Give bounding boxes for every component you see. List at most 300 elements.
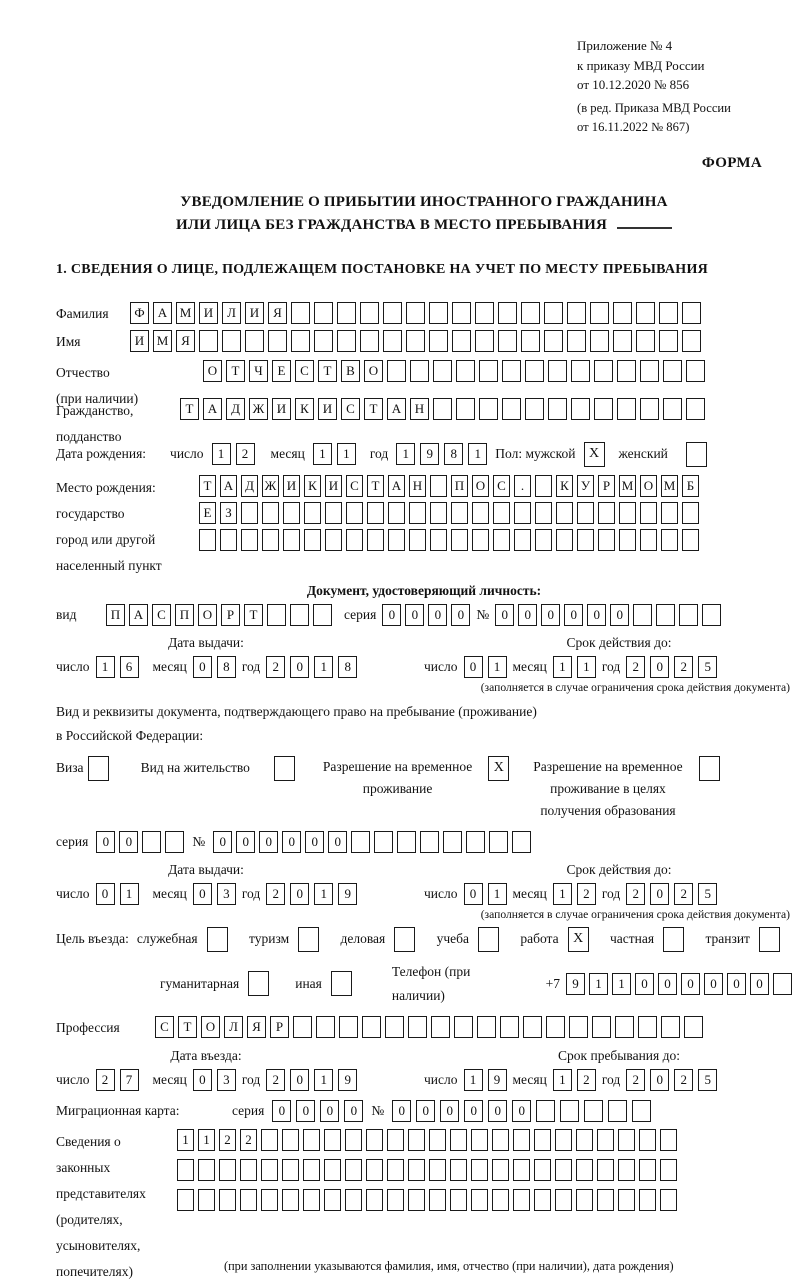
char-cell[interactable] — [222, 330, 241, 352]
char-cell[interactable] — [632, 1100, 651, 1122]
char-cell[interactable]: 1 — [612, 973, 631, 995]
char-cell[interactable] — [548, 360, 567, 382]
char-cell[interactable]: К — [556, 475, 573, 497]
char-cell[interactable] — [534, 1129, 551, 1151]
char-cell[interactable]: 0 — [259, 831, 278, 853]
char-cell[interactable] — [456, 398, 475, 420]
char-cell[interactable] — [514, 529, 531, 551]
char-cell[interactable] — [388, 502, 405, 524]
char-cell[interactable] — [661, 502, 678, 524]
char-cell[interactable]: С — [295, 360, 314, 382]
char-cell[interactable] — [502, 360, 521, 382]
char-cell[interactable]: 0 — [236, 831, 255, 853]
char-cell[interactable]: Т — [226, 360, 245, 382]
char-cell[interactable] — [351, 831, 370, 853]
char-cell[interactable] — [636, 302, 655, 324]
option-checkbox[interactable] — [478, 927, 499, 952]
char-cell[interactable] — [420, 831, 439, 853]
char-cell[interactable] — [534, 1159, 551, 1181]
char-cell[interactable]: Ч — [249, 360, 268, 382]
char-cell[interactable]: 0 — [650, 1069, 669, 1091]
char-cell[interactable] — [656, 604, 675, 626]
char-cell[interactable]: 2 — [577, 883, 596, 905]
residence-permit-checkbox[interactable] — [274, 756, 295, 781]
char-cell[interactable]: Л — [222, 302, 241, 324]
char-cell[interactable] — [636, 330, 655, 352]
char-cell[interactable] — [366, 1159, 383, 1181]
char-cell[interactable]: У — [577, 475, 594, 497]
char-cell[interactable] — [513, 1159, 530, 1181]
char-cell[interactable] — [451, 502, 468, 524]
char-cell[interactable] — [430, 502, 447, 524]
char-cell[interactable]: . — [514, 475, 531, 497]
char-cell[interactable]: 0 — [96, 883, 115, 905]
char-cell[interactable] — [282, 1189, 299, 1211]
char-cell[interactable]: 1 — [589, 973, 608, 995]
char-cell[interactable] — [219, 1159, 236, 1181]
char-cell[interactable]: Я — [268, 302, 287, 324]
char-cell[interactable]: 1 — [212, 443, 231, 465]
char-cell[interactable] — [303, 1159, 320, 1181]
char-cell[interactable] — [475, 302, 494, 324]
char-cell[interactable] — [633, 604, 652, 626]
char-cell[interactable]: 2 — [96, 1069, 115, 1091]
option-checkbox[interactable] — [331, 971, 352, 996]
char-cell[interactable] — [608, 1100, 627, 1122]
char-cell[interactable] — [536, 1100, 555, 1122]
char-cell[interactable]: 0 — [392, 1100, 411, 1122]
char-cell[interactable] — [617, 360, 636, 382]
char-cell[interactable]: 0 — [272, 1100, 291, 1122]
char-cell[interactable] — [618, 1129, 635, 1151]
char-cell[interactable]: 0 — [488, 1100, 507, 1122]
char-cell[interactable]: 0 — [495, 604, 514, 626]
char-cell[interactable]: П — [175, 604, 194, 626]
char-cell[interactable]: 2 — [674, 883, 693, 905]
char-cell[interactable] — [397, 831, 416, 853]
char-cell[interactable]: А — [220, 475, 237, 497]
char-cell[interactable] — [576, 1189, 593, 1211]
char-cell[interactable] — [452, 302, 471, 324]
char-cell[interactable] — [513, 1129, 530, 1151]
char-cell[interactable] — [261, 1189, 278, 1211]
char-cell[interactable]: А — [153, 302, 172, 324]
char-cell[interactable]: 0 — [344, 1100, 363, 1122]
char-cell[interactable] — [346, 529, 363, 551]
char-cell[interactable]: 1 — [488, 656, 507, 678]
char-cell[interactable] — [479, 398, 498, 420]
char-cell[interactable]: 0 — [658, 973, 677, 995]
char-cell[interactable]: 0 — [213, 831, 232, 853]
char-cell[interactable] — [367, 502, 384, 524]
char-cell[interactable] — [682, 330, 701, 352]
char-cell[interactable]: 2 — [626, 883, 645, 905]
char-cell[interactable] — [498, 330, 517, 352]
char-cell[interactable] — [598, 529, 615, 551]
char-cell[interactable] — [613, 302, 632, 324]
char-cell[interactable] — [360, 330, 379, 352]
char-cell[interactable]: 0 — [119, 831, 138, 853]
char-cell[interactable] — [429, 1129, 446, 1151]
char-cell[interactable]: 0 — [681, 973, 700, 995]
char-cell[interactable] — [293, 1016, 312, 1038]
char-cell[interactable]: 0 — [96, 831, 115, 853]
char-cell[interactable]: 3 — [217, 883, 236, 905]
char-cell[interactable]: А — [129, 604, 148, 626]
char-cell[interactable] — [619, 502, 636, 524]
char-cell[interactable] — [597, 1189, 614, 1211]
char-cell[interactable] — [638, 1016, 657, 1038]
char-cell[interactable] — [639, 1159, 656, 1181]
char-cell[interactable] — [366, 1129, 383, 1151]
char-cell[interactable]: С — [346, 475, 363, 497]
char-cell[interactable]: 0 — [296, 1100, 315, 1122]
char-cell[interactable]: Д — [226, 398, 245, 420]
char-cell[interactable] — [661, 1016, 680, 1038]
char-cell[interactable]: О — [198, 604, 217, 626]
char-cell[interactable] — [597, 1129, 614, 1151]
char-cell[interactable] — [590, 330, 609, 352]
char-cell[interactable]: Ж — [262, 475, 279, 497]
char-cell[interactable]: И — [130, 330, 149, 352]
option-checkbox[interactable] — [298, 927, 319, 952]
char-cell[interactable] — [477, 1016, 496, 1038]
char-cell[interactable] — [556, 502, 573, 524]
char-cell[interactable]: 3 — [217, 1069, 236, 1091]
option-checkbox[interactable] — [248, 971, 269, 996]
char-cell[interactable] — [433, 360, 452, 382]
char-cell[interactable]: 1 — [314, 656, 333, 678]
char-cell[interactable]: 9 — [338, 883, 357, 905]
char-cell[interactable]: К — [304, 475, 321, 497]
char-cell[interactable]: 0 — [610, 604, 629, 626]
char-cell[interactable]: Т — [244, 604, 263, 626]
char-cell[interactable]: 8 — [217, 656, 236, 678]
char-cell[interactable] — [686, 398, 705, 420]
char-cell[interactable] — [471, 1159, 488, 1181]
char-cell[interactable]: 0 — [428, 604, 447, 626]
char-cell[interactable] — [241, 529, 258, 551]
char-cell[interactable]: 1 — [488, 883, 507, 905]
char-cell[interactable] — [640, 529, 657, 551]
char-cell[interactable] — [472, 529, 489, 551]
char-cell[interactable] — [560, 1100, 579, 1122]
char-cell[interactable] — [659, 330, 678, 352]
char-cell[interactable]: 0 — [290, 656, 309, 678]
char-cell[interactable] — [663, 398, 682, 420]
char-cell[interactable]: 2 — [577, 1069, 596, 1091]
char-cell[interactable]: О — [472, 475, 489, 497]
char-cell[interactable]: 0 — [464, 883, 483, 905]
char-cell[interactable]: Е — [199, 502, 216, 524]
char-cell[interactable] — [283, 529, 300, 551]
char-cell[interactable] — [454, 1016, 473, 1038]
char-cell[interactable] — [408, 1016, 427, 1038]
char-cell[interactable] — [261, 1129, 278, 1151]
char-cell[interactable]: Р — [270, 1016, 289, 1038]
char-cell[interactable] — [456, 360, 475, 382]
sex-female-checkbox[interactable] — [686, 442, 707, 467]
char-cell[interactable] — [241, 502, 258, 524]
char-cell[interactable] — [576, 1159, 593, 1181]
char-cell[interactable] — [492, 1159, 509, 1181]
char-cell[interactable] — [313, 604, 332, 626]
char-cell[interactable] — [367, 529, 384, 551]
char-cell[interactable] — [408, 1159, 425, 1181]
char-cell[interactable]: 5 — [698, 883, 717, 905]
char-cell[interactable] — [409, 529, 426, 551]
char-cell[interactable]: П — [451, 475, 468, 497]
char-cell[interactable] — [492, 1189, 509, 1211]
char-cell[interactable]: И — [199, 302, 218, 324]
char-cell[interactable] — [408, 1189, 425, 1211]
char-cell[interactable] — [521, 330, 540, 352]
char-cell[interactable]: 0 — [451, 604, 470, 626]
char-cell[interactable]: 9 — [488, 1069, 507, 1091]
char-cell[interactable] — [324, 1189, 341, 1211]
char-cell[interactable] — [571, 398, 590, 420]
char-cell[interactable]: 0 — [282, 831, 301, 853]
char-cell[interactable] — [199, 330, 218, 352]
char-cell[interactable] — [661, 529, 678, 551]
char-cell[interactable] — [660, 1189, 677, 1211]
option-checkbox[interactable] — [394, 927, 415, 952]
char-cell[interactable]: 0 — [727, 973, 746, 995]
char-cell[interactable] — [283, 502, 300, 524]
char-cell[interactable] — [198, 1159, 215, 1181]
char-cell[interactable] — [466, 831, 485, 853]
char-cell[interactable]: С — [152, 604, 171, 626]
char-cell[interactable]: И — [245, 302, 264, 324]
char-cell[interactable]: 0 — [587, 604, 606, 626]
char-cell[interactable] — [345, 1189, 362, 1211]
char-cell[interactable]: Т — [180, 398, 199, 420]
char-cell[interactable] — [429, 330, 448, 352]
char-cell[interactable] — [268, 330, 287, 352]
char-cell[interactable] — [577, 529, 594, 551]
char-cell[interactable] — [613, 330, 632, 352]
char-cell[interactable] — [388, 529, 405, 551]
char-cell[interactable]: 1 — [396, 443, 415, 465]
char-cell[interactable] — [679, 604, 698, 626]
char-cell[interactable]: 6 — [120, 656, 139, 678]
char-cell[interactable] — [548, 398, 567, 420]
char-cell[interactable] — [324, 1129, 341, 1151]
char-cell[interactable] — [555, 1159, 572, 1181]
char-cell[interactable]: 1 — [96, 656, 115, 678]
char-cell[interactable]: 8 — [444, 443, 463, 465]
char-cell[interactable]: 0 — [464, 1100, 483, 1122]
char-cell[interactable] — [512, 831, 531, 853]
char-cell[interactable] — [682, 529, 699, 551]
char-cell[interactable] — [337, 302, 356, 324]
char-cell[interactable]: 5 — [698, 1069, 717, 1091]
char-cell[interactable] — [514, 502, 531, 524]
char-cell[interactable] — [450, 1129, 467, 1151]
char-cell[interactable] — [640, 502, 657, 524]
char-cell[interactable]: С — [341, 398, 360, 420]
char-cell[interactable] — [262, 502, 279, 524]
char-cell[interactable] — [406, 330, 425, 352]
char-cell[interactable] — [282, 1129, 299, 1151]
char-cell[interactable] — [640, 360, 659, 382]
temp-residence-edu-checkbox[interactable] — [699, 756, 720, 781]
char-cell[interactable] — [220, 529, 237, 551]
char-cell[interactable]: 0 — [750, 973, 769, 995]
char-cell[interactable]: Т — [364, 398, 383, 420]
char-cell[interactable] — [142, 831, 161, 853]
char-cell[interactable]: 5 — [698, 656, 717, 678]
option-checkbox[interactable]: X — [568, 927, 589, 952]
char-cell[interactable]: 1 — [553, 656, 572, 678]
char-cell[interactable] — [618, 1189, 635, 1211]
char-cell[interactable]: 2 — [236, 443, 255, 465]
char-cell[interactable] — [472, 502, 489, 524]
char-cell[interactable]: А — [203, 398, 222, 420]
char-cell[interactable] — [314, 302, 333, 324]
char-cell[interactable]: М — [619, 475, 636, 497]
char-cell[interactable] — [513, 1189, 530, 1211]
char-cell[interactable]: С — [493, 475, 510, 497]
char-cell[interactable] — [546, 1016, 565, 1038]
char-cell[interactable] — [555, 1129, 572, 1151]
char-cell[interactable]: Ж — [249, 398, 268, 420]
char-cell[interactable]: О — [201, 1016, 220, 1038]
char-cell[interactable]: В — [341, 360, 360, 382]
char-cell[interactable]: 2 — [674, 1069, 693, 1091]
char-cell[interactable] — [556, 529, 573, 551]
char-cell[interactable]: 8 — [338, 656, 357, 678]
char-cell[interactable] — [639, 1189, 656, 1211]
char-cell[interactable] — [598, 502, 615, 524]
char-cell[interactable]: И — [283, 475, 300, 497]
char-cell[interactable] — [339, 1016, 358, 1038]
char-cell[interactable] — [324, 1159, 341, 1181]
char-cell[interactable] — [291, 302, 310, 324]
char-cell[interactable]: И — [318, 398, 337, 420]
char-cell[interactable] — [383, 302, 402, 324]
char-cell[interactable]: 2 — [266, 1069, 285, 1091]
char-cell[interactable]: 0 — [320, 1100, 339, 1122]
char-cell[interactable] — [617, 398, 636, 420]
char-cell[interactable]: 0 — [290, 1069, 309, 1091]
char-cell[interactable] — [430, 529, 447, 551]
char-cell[interactable] — [450, 1159, 467, 1181]
char-cell[interactable] — [640, 398, 659, 420]
char-cell[interactable] — [571, 360, 590, 382]
char-cell[interactable] — [360, 302, 379, 324]
char-cell[interactable]: 0 — [512, 1100, 531, 1122]
char-cell[interactable] — [535, 502, 552, 524]
char-cell[interactable] — [443, 831, 462, 853]
char-cell[interactable] — [567, 302, 586, 324]
char-cell[interactable] — [291, 330, 310, 352]
char-cell[interactable]: А — [387, 398, 406, 420]
char-cell[interactable] — [498, 302, 517, 324]
char-cell[interactable] — [594, 360, 613, 382]
char-cell[interactable]: Т — [318, 360, 337, 382]
char-cell[interactable] — [431, 1016, 450, 1038]
char-cell[interactable] — [493, 502, 510, 524]
char-cell[interactable] — [544, 302, 563, 324]
char-cell[interactable] — [500, 1016, 519, 1038]
char-cell[interactable] — [316, 1016, 335, 1038]
char-cell[interactable] — [282, 1159, 299, 1181]
char-cell[interactable]: 9 — [566, 973, 585, 995]
char-cell[interactable] — [387, 1189, 404, 1211]
char-cell[interactable]: З — [220, 502, 237, 524]
char-cell[interactable] — [304, 529, 321, 551]
char-cell[interactable] — [314, 330, 333, 352]
char-cell[interactable] — [619, 529, 636, 551]
char-cell[interactable]: Н — [409, 475, 426, 497]
char-cell[interactable] — [385, 1016, 404, 1038]
char-cell[interactable]: Т — [367, 475, 384, 497]
char-cell[interactable]: Р — [221, 604, 240, 626]
char-cell[interactable] — [304, 502, 321, 524]
char-cell[interactable]: 0 — [541, 604, 560, 626]
char-cell[interactable] — [544, 330, 563, 352]
char-cell[interactable]: Б — [682, 475, 699, 497]
char-cell[interactable]: 0 — [193, 656, 212, 678]
char-cell[interactable]: К — [295, 398, 314, 420]
char-cell[interactable] — [525, 360, 544, 382]
char-cell[interactable] — [429, 1159, 446, 1181]
char-cell[interactable] — [165, 831, 184, 853]
char-cell[interactable]: 0 — [464, 656, 483, 678]
char-cell[interactable]: 0 — [193, 1069, 212, 1091]
char-cell[interactable] — [594, 398, 613, 420]
char-cell[interactable] — [660, 1159, 677, 1181]
char-cell[interactable] — [261, 1159, 278, 1181]
char-cell[interactable] — [684, 1016, 703, 1038]
char-cell[interactable] — [576, 1129, 593, 1151]
char-cell[interactable]: 2 — [266, 656, 285, 678]
char-cell[interactable]: 9 — [420, 443, 439, 465]
char-cell[interactable]: 7 — [120, 1069, 139, 1091]
char-cell[interactable] — [198, 1189, 215, 1211]
char-cell[interactable]: 0 — [650, 656, 669, 678]
char-cell[interactable] — [450, 1189, 467, 1211]
char-cell[interactable]: 1 — [314, 883, 333, 905]
char-cell[interactable] — [592, 1016, 611, 1038]
char-cell[interactable] — [489, 831, 508, 853]
char-cell[interactable]: Р — [598, 475, 615, 497]
char-cell[interactable]: С — [155, 1016, 174, 1038]
char-cell[interactable]: 1 — [468, 443, 487, 465]
char-cell[interactable] — [615, 1016, 634, 1038]
char-cell[interactable] — [362, 1016, 381, 1038]
char-cell[interactable]: Я — [176, 330, 195, 352]
char-cell[interactable] — [773, 973, 792, 995]
char-cell[interactable]: 2 — [219, 1129, 236, 1151]
char-cell[interactable] — [502, 398, 521, 420]
char-cell[interactable] — [567, 330, 586, 352]
char-cell[interactable]: 1 — [337, 443, 356, 465]
char-cell[interactable]: 1 — [177, 1129, 194, 1151]
char-cell[interactable]: 1 — [464, 1069, 483, 1091]
char-cell[interactable]: Ф — [130, 302, 149, 324]
char-cell[interactable]: А — [388, 475, 405, 497]
char-cell[interactable] — [430, 475, 447, 497]
char-cell[interactable]: 0 — [405, 604, 424, 626]
char-cell[interactable]: 0 — [290, 883, 309, 905]
char-cell[interactable] — [523, 1016, 542, 1038]
char-cell[interactable] — [663, 360, 682, 382]
temp-residence-checkbox[interactable]: X — [488, 756, 509, 781]
char-cell[interactable]: 0 — [635, 973, 654, 995]
char-cell[interactable]: Л — [224, 1016, 243, 1038]
